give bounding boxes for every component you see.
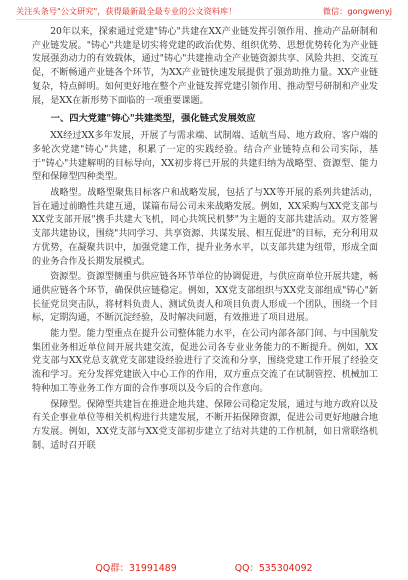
paragraph-intro: 20年以来，探索通过党建"铸心"共建在XX产业链发挥引领作用、推动产品研制和产业链发展。"铸心"共建是切实将党建的政治优势、组织优势、思想优势转化为产业链发展强劲动力的有效载体，通过"铸心"共建推动全产业链资源共享、风险共担、交流互促，不断畅通产业链各个环节，为XX产业链快速发展提供了强劲助推力量。XX产业链复杂，特点鲜明。如何更好地在整个产业链发挥党建引领作用、推动型号研制和产业发展，是XX在新形势下面临的一项重要课题。 — [32, 27, 378, 106]
footer-qq-group: QQ群：31991489 — [95, 563, 177, 574]
footer-qq-number: QQ：535304092 — [234, 563, 313, 574]
header-divider — [16, 19, 392, 20]
paragraph-overview: XX经过XX多年发展，开展了与需求端、试制端、适航当局、地方政府、客户端的多轮次党建"铸心"共建，积累了一定的实践经验。结合产业链特点和公司实际，基于"铸心"共建解明的目标导向，XX初步将已开展的共建归纳为战略型、资源型、能力型和保障型四种类型。 — [32, 131, 378, 183]
header-promo-text: 关注头条号"公文研究"，获得最新最全最专业的公文资料库！ — [16, 5, 237, 16]
header-wechat-text: 微信：gongwenyj — [322, 5, 392, 16]
section-heading: 一、四大党建"铸心"共建类型，强化链式发展效应 — [50, 113, 256, 125]
paragraph-resource: 资源型。资源型侧重与供应链各环节单位的协调促进，与供应商单位开展共建，畅通供应链各个环节，确保供应链稳定。例如，XX党支部组织与XX党支部组成"铸心"新长征党员突击队，将材料负责人、测试负责人和项目负责人形成一个团队，围绕一个目标，定期沟通，不断沉淀经验，及时解决问题，有效推进了项目进展。 — [32, 272, 378, 324]
footer-banner — [16, 560, 392, 574]
paragraph-capability: 能力型。能力型重点在提升公司整体能力水平，在公司内部各部门间、与中国航发集团业务相近单位间开展共建交流，促进公司各专业业务能力的不断提升。例如，XX党支部与XX党总支就党支部建设经验进行了交流和分享，围绕党建工作开展了经验交流和学习。充分发挥党建嵌入中心工作的作用，双方重点交流了在试制管控、机械加工特种加工等业务工作方面的合作事项以及今后的合作意向。 — [32, 329, 378, 394]
paragraph-strategic: 战略型。战略型聚焦目标客户和战略发展，包括了与XX等开展的系列共建活动，旨在通过前瞻性共建互通，谋篇布局公司未来战略发展。例如，XX采购与XX党支部与XX党支部开展"携手共建大飞机，同心共筑民机梦"为主题的支部共建活动。双方签署支部共建协议，围绕"共同学习、共享资源、共谋发展、相互促进"的目标，充分利用双方优势，在凝聚共识中，加强党建工作，提升业务水平，以支部共建为纽带，形成全面的业务合作及长期发展模式。 — [32, 188, 378, 267]
paragraph-support: 保障型。保障型共建旨在推进企地共建、保障公司稳定发展，通过与地方政府以及有关企事业单位等相关机构进行共建发展，不断开拓保障资源，促进公司更好地融合地方发展。例如，XX党支部与XX党支部初步建立了结对共建的工作机制，如日常联络机制、适时召开联 — [32, 399, 378, 451]
document-body — [32, 26, 378, 453]
header-banner — [16, 4, 392, 18]
